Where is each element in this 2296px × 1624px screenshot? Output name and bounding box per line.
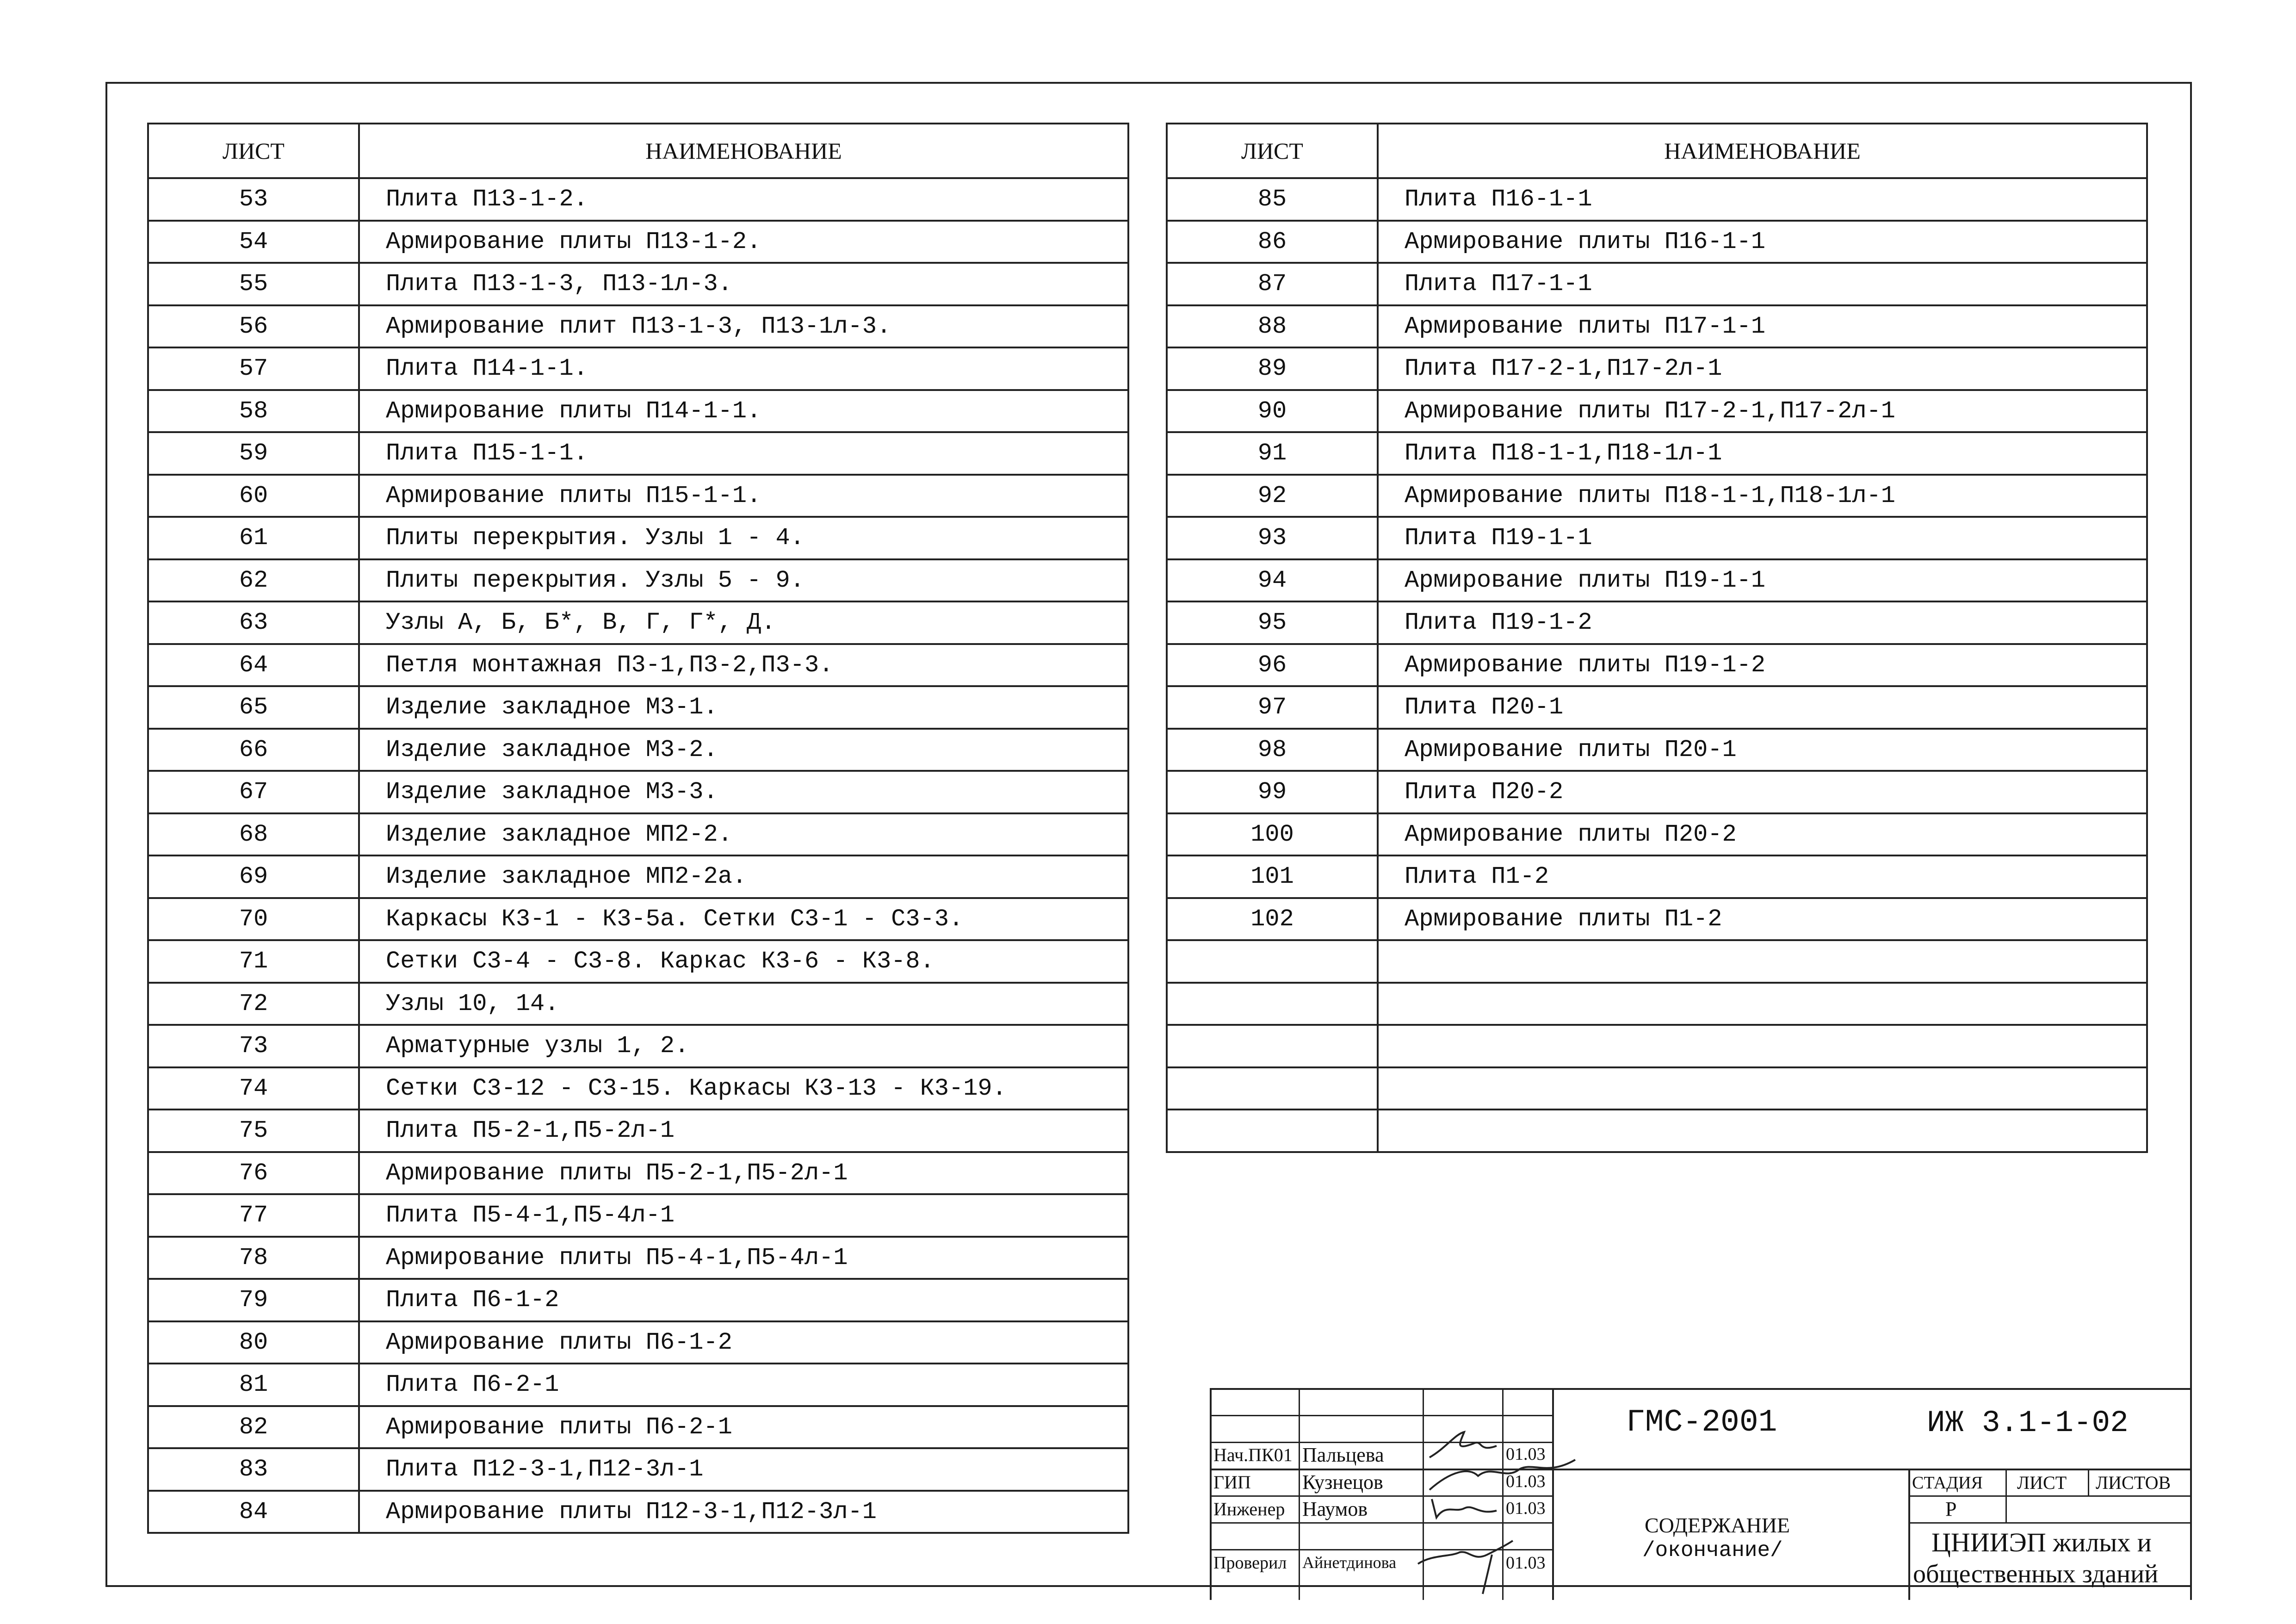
sheet-name: Плита П14-1-1. [359,347,1128,390]
signature-4 [1413,1536,1520,1596]
stage-label: СТАДИЯ [1912,1473,1983,1493]
sheet-name: Армирование плиты П20-1 [1378,729,2147,771]
table-row [148,347,1128,390]
sheet-name: Арматурные узлы 1, 2. [359,1025,1128,1067]
table-row [1167,347,2147,390]
table-row [148,517,1128,559]
table-row [1167,263,2147,305]
sheet-number: 60 [148,475,359,517]
sheet-name: Армирование плит П13-1-3, П13-1л-3. [359,305,1128,348]
signer-role-1: Нач.ПК01 [1213,1444,1293,1465]
signer-date-2: 01.03 [1506,1472,1546,1491]
sheet-name: Армирование плиты П17-2-1,П17-2л-1 [1378,390,2147,433]
project-code: ГМС-2001 [1626,1405,1777,1440]
table-header [148,124,1128,178]
sheet-number: 93 [1167,517,1378,559]
table-row [1167,432,2147,475]
sheet-label: ЛИСТ [2017,1472,2067,1493]
sheet-number [1167,940,1378,983]
signer-name-2: Кузнецов [1302,1471,1383,1494]
table-row [1167,517,2147,559]
sheet-name: Армирование плиты П14-1-1. [359,390,1128,433]
table-header [1167,124,2147,178]
table-row [1167,559,2147,602]
sheet-name: Армирование плиты П6-2-1 [359,1406,1128,1449]
sheet-name: Изделие закладное МП2-2. [359,813,1128,856]
sheet-name: Армирование плиты П5-2-1,П5-2л-1 [359,1152,1128,1195]
table-row [148,771,1128,813]
sheet-number: 99 [1167,771,1378,813]
sheet-name: Плита П12-3-1,П12-3л-1 [359,1448,1128,1491]
sheet-number: 88 [1167,305,1378,348]
sheet-name: Плита П19-1-2 [1378,601,2147,644]
sheet-number: 86 [1167,221,1378,263]
table-row [1167,855,2147,898]
sheet-number: 96 [1167,644,1378,687]
header-name: НАИМЕНОВАНИЕ [359,124,1128,178]
document-title-line1: СОДЕРЖАНИЕ [1645,1513,1790,1537]
sheet-name [1378,940,2147,983]
sheet-number: 65 [148,686,359,729]
table-row [148,1491,1128,1533]
signer-date-3: 01.03 [1506,1499,1546,1518]
organization-line2: общественных зданий [1913,1560,2159,1588]
sheet-number: 71 [148,940,359,983]
sheet-name [1378,1110,2147,1152]
sheet-number: 89 [1167,347,1378,390]
table-row [1167,729,2147,771]
table-row [1167,940,2147,983]
sheet-name: Плита П18-1-1,П18-1л-1 [1378,432,2147,475]
sheet-name: Сетки С3-12 - С3-15. Каркасы К3-13 - К3-19. [359,1067,1128,1110]
sheet-number: 94 [1167,559,1378,602]
table-row [148,390,1128,433]
sheet-name: Армирование плиты П17-1-1 [1378,305,2147,348]
contents-table-left [147,123,1129,1534]
header-sheet: ЛИСТ [1167,124,1378,178]
table-row [1167,983,2147,1025]
sheet-number: 100 [1167,813,1378,856]
table-row [148,898,1128,941]
signer-name-1: Пальцева [1302,1444,1384,1466]
sheet-name: Плита П5-4-1,П5-4л-1 [359,1194,1128,1237]
table-row [1167,601,2147,644]
sheet-number: 79 [148,1279,359,1321]
sheet-name: Плита П17-2-1,П17-2л-1 [1378,347,2147,390]
sheet-number: 92 [1167,475,1378,517]
sheet-name: Армирование плиты П13-1-2. [359,221,1128,263]
sheet-number: 64 [148,644,359,687]
sheet-number: 78 [148,1237,359,1279]
table-row [148,1025,1128,1067]
table-row [148,178,1128,221]
sheet-number: 55 [148,263,359,305]
sheet-number [1167,1067,1378,1110]
header-name: НАИМЕНОВАНИЕ [1378,124,2147,178]
title-block [1210,1388,2192,1600]
sheet-number: 81 [148,1364,359,1406]
sheet-name: Армирование плиты П15-1-1. [359,475,1128,517]
sheet-number: 57 [148,347,359,390]
sheet-name [1378,1067,2147,1110]
table-row [1167,1067,2147,1110]
sheet-name: Плита П6-2-1 [359,1364,1128,1406]
table-row [1167,686,2147,729]
document-code: ИЖ 3.1-1-02 [1927,1406,2129,1440]
sheet-number: 67 [148,771,359,813]
table-row [1167,475,2147,517]
sheet-number: 91 [1167,432,1378,475]
table-row [1167,305,2147,348]
table-row [148,813,1128,856]
sheet-number: 85 [1167,178,1378,221]
sheet-number: 68 [148,813,359,856]
sheet-name: Плиты перекрытия. Узлы 5 - 9. [359,559,1128,602]
table-row [148,221,1128,263]
signer-name-3: Наумов [1302,1498,1368,1520]
sheet-number: 76 [148,1152,359,1195]
table-row [148,686,1128,729]
sheet-number: 56 [148,305,359,348]
table-row [148,1279,1128,1321]
table-row [1167,771,2147,813]
sheet-number: 97 [1167,686,1378,729]
table-row [148,1321,1128,1364]
stage-value: Р [1945,1498,1957,1520]
sheet-name: Плита П20-2 [1378,771,2147,813]
table-row [1167,1025,2147,1067]
table-row [148,729,1128,771]
sheet-number: 77 [148,1194,359,1237]
sheet-number: 98 [1167,729,1378,771]
table-row [148,601,1128,644]
sheet-name: Армирование плиты П16-1-1 [1378,221,2147,263]
table-row [148,940,1128,983]
table-row [1167,221,2147,263]
sheet-name: Армирование плиты П19-1-2 [1378,644,2147,687]
sheet-name: Плита П5-2-1,П5-2л-1 [359,1110,1128,1152]
signature-3 [1427,1490,1506,1522]
sheet-number [1167,1110,1378,1152]
sheet-name: Плита П20-1 [1378,686,2147,729]
sheet-number: 58 [148,390,359,433]
sheet-number [1167,1025,1378,1067]
sheet-name: Каркасы К3-1 - К3-5а. Сетки С3-1 - С3-3. [359,898,1128,941]
table-row [148,1448,1128,1491]
sheet-number: 83 [148,1448,359,1491]
table-row [148,1067,1128,1110]
table-row [148,1110,1128,1152]
table-row [148,983,1128,1025]
sheet-name [1378,983,2147,1025]
sheet-name: Армирование плиты П6-1-2 [359,1321,1128,1364]
table-row [1167,390,2147,433]
signer-role-4: Проверил [1213,1553,1287,1573]
table-row [1167,898,2147,941]
sheet-name: Армирование плиты П18-1-1,П18-1л-1 [1378,475,2147,517]
table-row [1167,813,2147,856]
sheet-name: Узлы А, Б, Б*, В, Г, Г*, Д. [359,601,1128,644]
sheet-name: Армирование плиты П1-2 [1378,898,2147,941]
header-sheet: ЛИСТ [148,124,359,178]
table-row [148,855,1128,898]
document-title-line2: /окончание/ [1642,1538,1783,1562]
sheet-number: 72 [148,983,359,1025]
sheets-label: ЛИСТОВ [2096,1472,2171,1493]
sheet-number: 59 [148,432,359,475]
signer-date-4: 01.03 [1506,1553,1546,1573]
sheet-number: 69 [148,855,359,898]
sheet-name: Плита П13-1-3, П13-1л-3. [359,263,1128,305]
sheet-name [1378,1025,2147,1067]
signer-role-2: ГИП [1213,1472,1251,1493]
sheet-name: Плита П15-1-1. [359,432,1128,475]
table-row [1167,1110,2147,1152]
table-row [148,432,1128,475]
sheet-name: Изделие закладное МП2-2а. [359,855,1128,898]
table-row [148,1364,1128,1406]
sheet-number: 84 [148,1491,359,1533]
table-row [148,263,1128,305]
sheet-number: 74 [148,1067,359,1110]
sheet-name: Петля монтажная П3-1,П3-2,П3-3. [359,644,1128,687]
signer-date-1: 01.03 [1506,1444,1546,1464]
sheet-number: 95 [1167,601,1378,644]
sheet-number [1167,983,1378,1025]
organization-line1: ЦНИИЭП жилых и [1931,1527,2152,1557]
sheet-number: 62 [148,559,359,602]
sheet-number: 90 [1167,390,1378,433]
sheet-name: Плита П1-2 [1378,855,2147,898]
sheet-name: Плита П13-1-2. [359,178,1128,221]
sheet-number: 61 [148,517,359,559]
sheet-name: Плита П6-1-2 [359,1279,1128,1321]
table-row [1167,644,2147,687]
sheet-name: Изделие закладное М3-3. [359,771,1128,813]
sheet-name: Армирование плиты П19-1-1 [1378,559,2147,602]
table-row [1167,178,2147,221]
sheet-name: Сетки С3-4 - С3-8. Каркас К3-6 - К3-8. [359,940,1128,983]
table-row [148,1194,1128,1237]
sheet-number: 80 [148,1321,359,1364]
sheet-number: 54 [148,221,359,263]
sheet-number: 82 [148,1406,359,1449]
sheet-name: Армирование плиты П5-4-1,П5-4л-1 [359,1237,1128,1279]
sheet-name: Плита П17-1-1 [1378,263,2147,305]
table-row [148,644,1128,687]
sheet-number: 87 [1167,263,1378,305]
sheet-name: Армирование плиты П12-3-1,П12-3л-1 [359,1491,1128,1533]
table-row [148,1152,1128,1195]
table-row [148,475,1128,517]
sheet-number: 66 [148,729,359,771]
sheet-name: Изделие закладное М3-1. [359,686,1128,729]
sheet-name: Армирование плиты П20-2 [1378,813,2147,856]
table-row [148,1406,1128,1449]
sheet-number: 73 [148,1025,359,1067]
signature-2 [1427,1457,1580,1494]
sheet-name: Плита П16-1-1 [1378,178,2147,221]
sheet-number: 63 [148,601,359,644]
sheet-number: 75 [148,1110,359,1152]
table-row [148,1237,1128,1279]
table-row [148,305,1128,348]
contents-table-right [1166,123,2148,1153]
sheet-name: Плита П19-1-1 [1378,517,2147,559]
sheet-number: 101 [1167,855,1378,898]
sheet-name: Узлы 10, 14. [359,983,1128,1025]
signer-role-3: Инженер [1213,1499,1285,1519]
sheet-number: 53 [148,178,359,221]
sheet-number: 102 [1167,898,1378,941]
sheet-number: 70 [148,898,359,941]
signer-name-4: Айнетдинова [1302,1553,1397,1572]
sheet-name: Плиты перекрытия. Узлы 1 - 4. [359,517,1128,559]
sheet-name: Изделие закладное М3-2. [359,729,1128,771]
table-row [148,559,1128,602]
